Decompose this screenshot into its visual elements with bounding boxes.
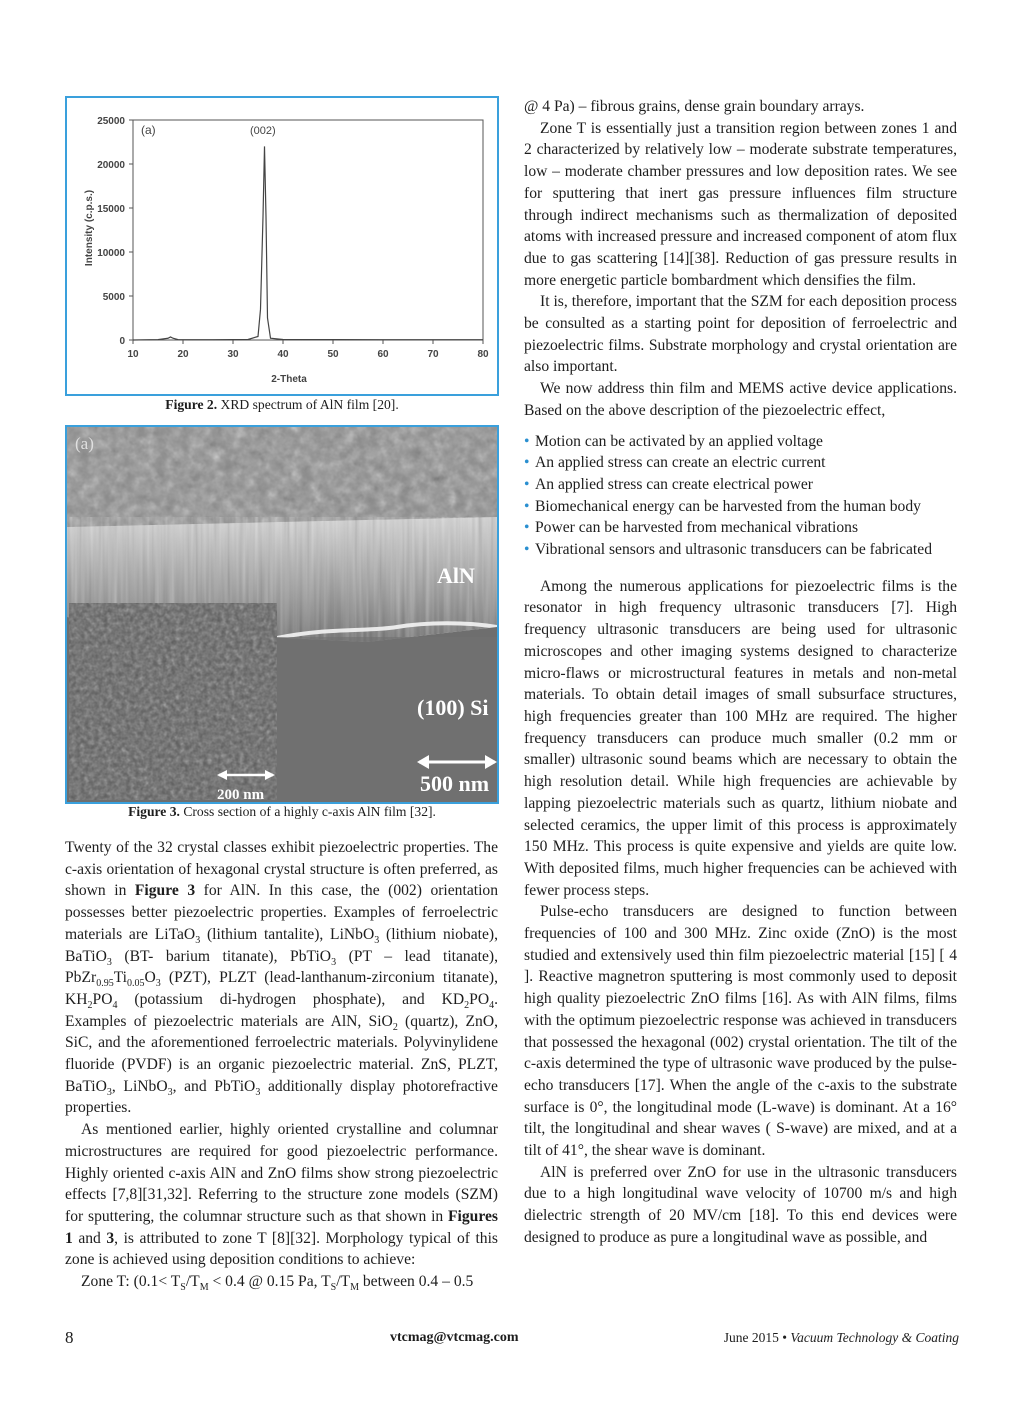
xrd-xtick-label: 30	[227, 349, 239, 360]
scale-500-label: 500 nm	[420, 771, 490, 796]
footer-issue	[700, 1330, 959, 1346]
right-paragraph-5: Pulse-echo transducers are designed to function between frequencies of 100 and 300 MHz. Zinc oxide (ZnO) is the most studied and extensively used thin film piezoelectric material [15] [ 4 ]. Reactive magnetron sputtering is most commonly used to deposit high quality piezoelectric ZnO films [16]. As with AlN films, films with the optimum piezoelectric response was achieved in transducers that possessed the hexagonal (002) crystal orientation. The tilt of the c-axis determined the type of ultrasonic wave produced by the pulse-echo transducers [17]. When the angle of the c-axis to the substrate surface is 0°, the longitudinal mode (L-wave) is dominant. At a 16° tilt, the longitudinal and shear waves ( S-wave) are mixed, and at a tilt of 41°, the shear wave is dominant.	[524, 903, 957, 1160]
aln-label: AlN	[437, 563, 475, 588]
scale-bar-500	[417, 755, 497, 796]
list-item: • Motion can be activated by an applied voltage	[524, 431, 957, 453]
left-paragraph-2: As mentioned earlier, highly oriented crystalline and columnar microstructures are required for good piezoelectric performance. Highly oriented c-axis AlN and ZnO films show strong piezoelectric effects [7,8][31,32]. Referring to the structure zone models (SZM) for sputtering, the columnar structure such as that shown in Figures 1 and 3, is attributed to zone T [8][32]. Morphology typical of this zone is achieved using deposition conditions to achieve:	[65, 1121, 498, 1269]
xrd-peak-label: (002)	[250, 125, 276, 137]
footer-bullet: •	[782, 1330, 787, 1345]
si-label: (100) Si	[417, 695, 489, 720]
xrd-xtick-label: 70	[427, 349, 439, 360]
right-column	[524, 96, 957, 1249]
list-item: • An applied stress can create electrical power	[524, 474, 957, 496]
xrd-xlabel: 2-Theta	[271, 374, 307, 385]
xrd-ytick-label: 15000	[97, 204, 125, 215]
figure-2	[65, 96, 499, 396]
application-list	[524, 431, 957, 561]
list-item: • An applied stress can create an electric current	[524, 452, 957, 474]
list-item: • Biomechanical energy can be harvested from the human body	[524, 496, 957, 518]
footer-date: June 2015	[723, 1330, 779, 1345]
left-paragraph-1: Twenty of the 32 crystal classes exhibit piezoelectric properties. The c-axis orientation of hexagonal crystal structure is often preferred, as shown in Figure 3 for AlN. In this case, the (002) orientation possesses better piezoelectric properties. Examples of ferroelectric materials are LiTaO$_3$ (lithium tantalite), LiNbO$_3$ (lithium niobate), BaTiO$_3$ (BT- barium titanate), PbTiO$_3$ (PT – lead titanate), $PbZr_{0.95}Ti_{0.05}O_3$ (PZT), PLZT (lead-lanthanum-zirconium titanate), $KH_2PO_4$ (potassium di-hydrogen phosphate), and $KD_2PO_4$. Examples of piezoelectric materials are AlN, SiO$_2$ (quartz), ZnO, SiC, and the aforementioned ferroelectric materials. Polyvinylidene fluoride (PVDF) is an organic piezoelectric material. ZnS, PLZT, BaTiO$_3$, LiNbO$_3$, and PbTiO$_3$ additionally display photorefractive properties.	[65, 839, 498, 1117]
right-paragraph-1: Zone T is essentially just a transition region between zones 1 and 2 characterized by relatively low – moderate substrate temperatures, low – moderate chamber pressures and low deposition rates. We see for sputtering that inert gas pressure influences film structure through indirect mechanisms such as thermalization of deposited atoms with increased pressure and increased component of atom flux due to gas scattering [14][38]. Reduction of gas pressure results in more energetic particle bombardment which densifies the film.	[524, 119, 957, 289]
sem-panel-label: (a)	[75, 434, 94, 453]
xrd-panel-label: (a)	[141, 123, 156, 137]
xrd-ytick-label: 25000	[97, 116, 125, 127]
xrd-xtick-label: 60	[377, 349, 389, 360]
xrd-series-line	[133, 146, 483, 340]
xrd-ytick-label: 5000	[102, 292, 125, 303]
list-item: • Power can be harvested from mechanical vibrations	[524, 517, 957, 539]
list-item: • Vibrational sensors and ultrasonic transducers can be fabricated	[524, 539, 957, 561]
left-paragraph-3: Zone T: ($0.1< T_S/T_M < 0.4$ @ 0.15 Pa, $T_S/T_M$ between 0.4 – 0.5	[81, 1273, 474, 1294]
xrd-xtick-label: 10	[127, 349, 139, 360]
page-number: 8	[65, 1328, 74, 1347]
xrd-ylabel: Intensity (c.p.s.)	[84, 189, 95, 267]
figure-3-caption: Figure 3. Cross section of a highly c-axis AlN film [32].	[128, 804, 436, 819]
right-paragraph-0: @ 4 Pa) – fibrous grains, dense grain boundary arrays.	[524, 98, 865, 115]
left-column	[65, 837, 498, 1293]
xrd-plot-frame	[133, 120, 483, 340]
footer-journal: Vacuum Technology & Coating	[790, 1330, 959, 1345]
right-paragraph-3: We now address thin film and MEMS active device applications. Based on the above description of the piezoelectric effect,	[524, 380, 957, 419]
xrd-xtick-label: 50	[327, 349, 339, 360]
scale-200-label: 200 nm	[217, 787, 265, 802]
xrd-ytick-label: 10000	[97, 248, 125, 259]
xrd-chart	[67, 98, 497, 394]
right-paragraph-4: Among the numerous applications for piezoelectric films is the resonator in high frequency ultrasonic transducers [7]. High frequency ultrasonic transducers are being used for ultrasonic microscopes and other imaging systems designed to characterize micro-flaws or microstructural features in metals and non-metal materials. To obtain detail images of small subsurface structures, high frequencies greater than 100 MHz are required. The higher frequency transducers can produce much smaller (0.2 mm or smaller) ultrasonic sound beams which are necessary to obtain the high resolution detail. While high frequencies are achievable by lapping piezoelectric materials such as quartz, lithium niobate and selected ceramics, the upper limit of this process is approximately 150 MHz. This process is quite expensive and yields are quite low. With deposited films, much higher frequencies can be achieved with fewer process steps.	[524, 577, 957, 899]
sem-image	[67, 427, 497, 802]
xrd-ytick-label: 20000	[97, 160, 125, 171]
figure-3	[65, 425, 499, 804]
right-paragraph-2: It is, therefore, important that the SZM for each deposition process be consulted as a starting point for deposition of ferroelectric and piezoelectric films. Substrate morphology and crystal orientation are also important.	[524, 293, 957, 376]
xrd-xtick-label: 40	[277, 349, 289, 360]
xrd-xtick-label: 20	[177, 349, 189, 360]
footer-email: vtcmag@vtcmag.com	[390, 1330, 519, 1345]
figure-2-caption: Figure 2. XRD spectrum of AlN film [20].	[165, 397, 399, 412]
xrd-ytick-label: 0	[119, 336, 125, 347]
xrd-xtick-label: 80	[477, 349, 489, 360]
right-paragraph-6: AlN is preferred over ZnO for use in the ultrasonic transducers due to a high longitudinal wave velocity of 10700 m/s and high dielectric strength of 20 MV/cm [18]. To this end devices were designed to produce as pure a longitudinal wave as possible, and	[524, 1163, 957, 1246]
